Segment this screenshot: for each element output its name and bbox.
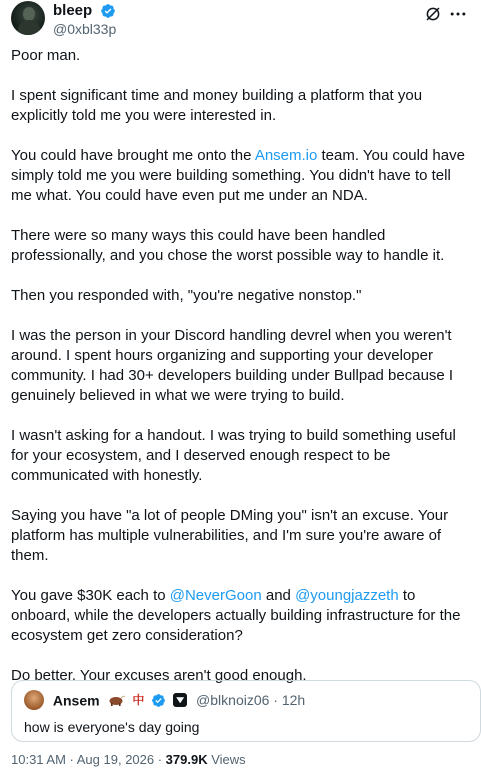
more-icon[interactable] <box>448 5 468 23</box>
paragraph: You gave $30K each to @NeverGoon and @youngjazzeth to onboard, while the developers actually building infrastructure for the ecosystem get zero consideration? <box>11 587 461 644</box>
quoted-author-avatar[interactable] <box>24 690 44 710</box>
paragraph: I spent significant time and money building a platform that you explicitly told me you were interested in. <box>11 87 423 124</box>
paragraph: Poor man. <box>11 47 81 64</box>
quoted-author-name[interactable]: Ansem <box>52 692 100 709</box>
verified-badge-icon <box>151 693 166 708</box>
quoted-tweet-header <box>24 690 468 710</box>
grok-icon[interactable] <box>424 5 442 23</box>
views-label: Views <box>207 752 246 767</box>
author-avatar[interactable] <box>11 1 45 35</box>
paragraph: There were so many ways this could have been handled professionally, and you chose the worst possible way to handle it. <box>11 227 445 264</box>
paragraph: You could have brought me onto the Ansem.io team. You could have simply told me you were building something. You didn't have to tell me what. You could have even put me under an NDA. <box>11 147 465 204</box>
affiliate-badge-icon <box>173 693 187 707</box>
quoted-tweet[interactable] <box>11 680 481 742</box>
paragraph: Do better. Your excuses aren't good enough. <box>11 667 307 684</box>
verified-badge-icon <box>100 3 116 19</box>
quoted-tweet-text: how is everyone's day going <box>24 719 200 736</box>
tweet-body <box>11 46 473 686</box>
paragraph: Saying you have "a lot of people DMing you" isn't an excuse. Your platform has multiple vulnerabilities, and I'm sure you're aware of them. <box>11 507 449 564</box>
mention-nevergoon-link[interactable]: @NeverGoon <box>169 587 262 604</box>
ideograph-icon: 中 <box>132 693 145 708</box>
ansem-io-link[interactable]: Ansem.io <box>254 147 318 164</box>
timestamp[interactable]: 10:31 AM · Aug 19, 2026 · <box>11 752 166 767</box>
author-display-name[interactable]: bleep <box>53 2 93 19</box>
paragraph: I wasn't asking for a handout. I was trying to build something useful for your ecosystem, and I deserved enough respect to be communicated with honestly. <box>11 427 456 484</box>
bull-emoji-icon <box>107 694 125 706</box>
paragraph: Then you responded with, "you're negative nonstop." <box>11 287 362 304</box>
paragraph: I was the person in your Discord handling devrel when you weren't around. I spent hours organizing and supporting your developer community. I had 30+ developers building under Bullpad because I genuinely believed in what we were trying to build. <box>11 327 454 404</box>
tweet-header <box>11 0 470 40</box>
mention-youngjazzeth-link[interactable]: @youngjazzeth <box>295 587 399 604</box>
tweet-footer <box>11 752 246 768</box>
author-handle[interactable]: @0xbl33p <box>53 21 117 38</box>
views-count[interactable]: 379.9K <box>165 752 208 767</box>
quoted-author-handle-time[interactable]: @blknoiz06 · 12h <box>196 692 306 709</box>
author-name-block <box>53 2 116 38</box>
